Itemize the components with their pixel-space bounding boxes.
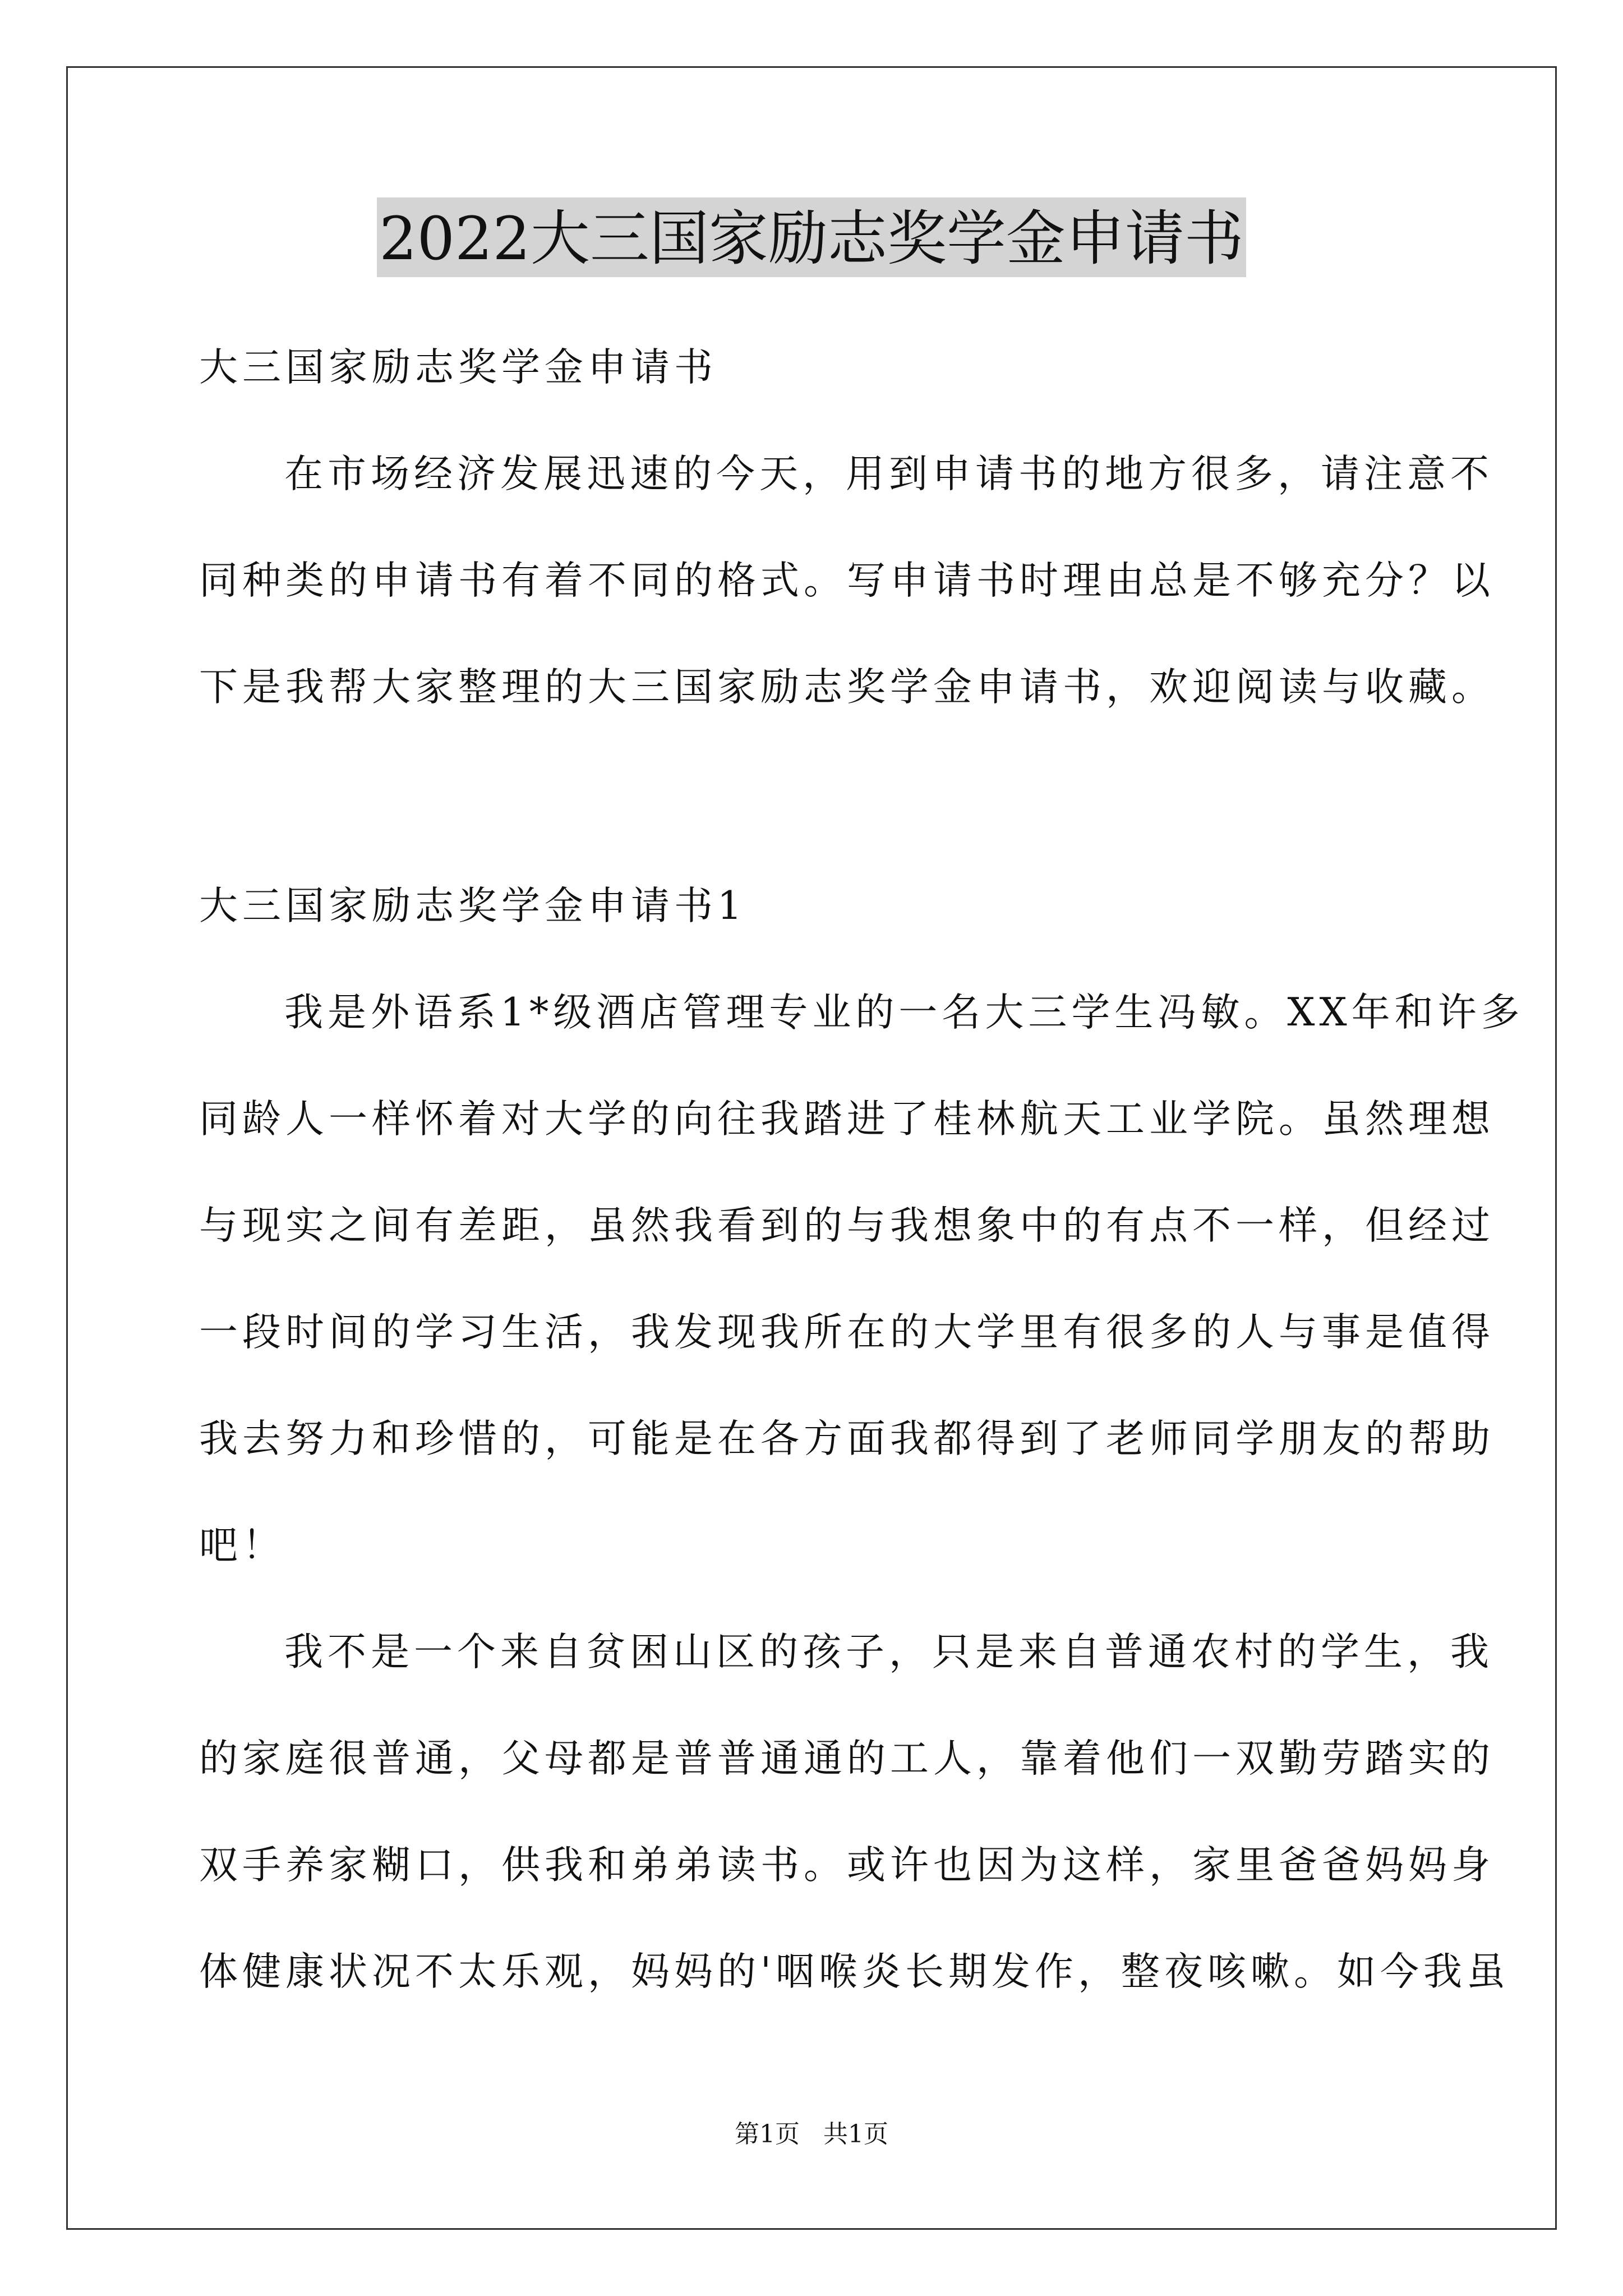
intro-paragraph (199, 421, 1495, 740)
subtitle-block (199, 314, 1427, 421)
paragraph-line: 我去努力和珍惜的，可能是在各方面我都得到了老师同学朋友的帮助 (199, 1416, 1495, 1461)
intro-line: 在市场经济发展迅速的今天，用到申请书的地方很多，请注意不 (284, 452, 1493, 496)
paragraph-line: 双手养家糊口，供我和弟弟读书。或许也因为这样，家里爸爸妈妈身 (199, 1843, 1495, 1888)
paragraph-line: 一段时间的学习生活，我发现我所在的大学里有很多的人与事是值得 (199, 1310, 1495, 1355)
paragraph-1 (199, 959, 1524, 1599)
section-heading-block (199, 853, 1427, 959)
title-wrap (0, 197, 1623, 277)
page-number-total: 共1页 (823, 2120, 888, 2148)
paragraph-line: 与现实之间有差距，虽然我看到的与我想象中的有点不一样，但经过 (199, 1203, 1495, 1248)
paragraph-line: 同龄人一样怀着对大学的向往我踏进了桂林航天工业学院。虽然理想 (199, 1097, 1495, 1142)
document-subtitle: 大三国家励志奖学金申请书 (199, 345, 717, 390)
paragraph-line: 我是外语系1*级酒店管理专业的一名大三学生冯敏。XX年和许多 (284, 990, 1524, 1035)
paragraph-line: 体健康状况不太乐观，妈妈的'咽喉炎长期发作，整夜咳嗽。如今我虽 (199, 1949, 1510, 1994)
paragraph-2 (199, 1599, 1510, 2025)
document-title: 2022大三国家励志奖学金申请书 (377, 197, 1246, 277)
page-number-current: 第1页 (735, 2120, 800, 2148)
page-footer (0, 2118, 1623, 2151)
paragraph-line: 我不是一个来自贫困山区的孩子，只是来自普通农村的学生，我 (284, 1630, 1493, 1674)
paragraph-line: 吧！ (199, 1523, 285, 1568)
intro-line: 下是我帮大家整理的大三国家励志奖学金申请书，欢迎阅读与收藏。 (199, 665, 1495, 710)
intro-line: 同种类的申请书有着不同的格式。写申请书时理由总是不够充分？以 (199, 558, 1495, 603)
section-heading: 大三国家励志奖学金申请书1 (199, 884, 746, 928)
paragraph-line: 的家庭很普通，父母都是普普通通的工人，靠着他们一双勤劳踏实的 (199, 1736, 1495, 1781)
